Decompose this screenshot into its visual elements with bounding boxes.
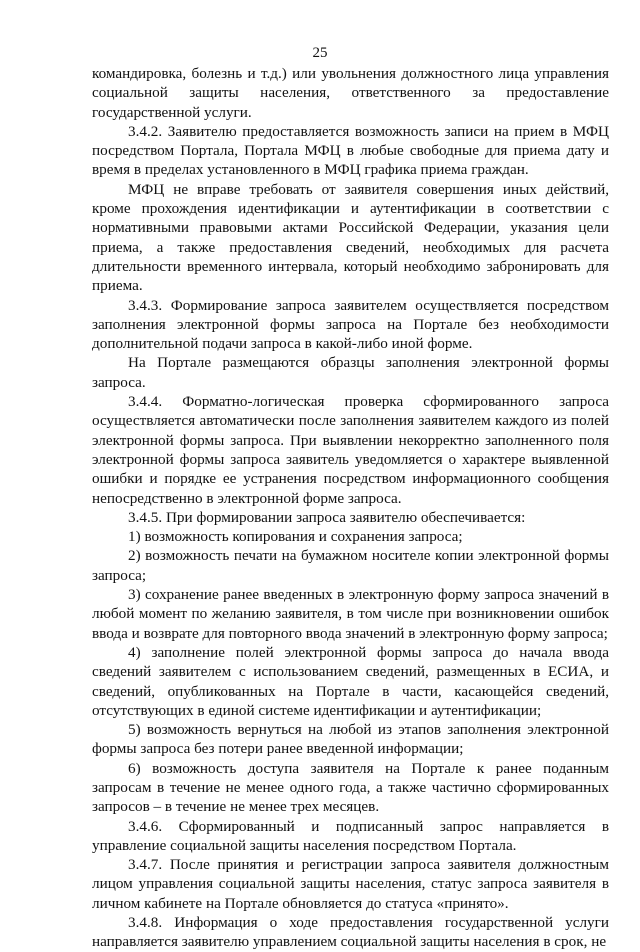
list-item: 6) возможность доступа заявителя на Портале к ранее поданным запросам в течение не менее одного года, а также частично сформированных запросов – в течение не менее трех месяцев.	[92, 759, 609, 816]
list-item: 4) заполнение полей электронной формы запроса до начала ввода сведений заявителем с использованием сведений, размещенных в ЕСИА, и сведений, опубликованных на Портале в части, касающейся сведений, отсутствующих в единой системе идентификации и аутентификации;	[92, 643, 609, 719]
paragraph: 3.4.3. Формирование запроса заявителем осуществляется посредством заполнения электронной формы запроса на Портале без необходимости дополнительной подачи запроса в какой-либо иной форме.	[92, 296, 609, 353]
paragraph: командировка, болезнь и т.д.) или увольнения должностного лица управления социальной защиты населения, ответственного за предоставление государственной услуги.	[92, 65, 609, 121]
document-body	[92, 64, 609, 952]
paragraph: 3.4.8. Информация о ходе предоставления государственной услуги направляется заявителю управлением социальной защиты населения в срок, не	[92, 914, 609, 951]
paragraph: 3.4.6. Сформированный и подписанный запрос направляется в управление социальной защиты населения посредством Портала.	[92, 817, 609, 854]
list-item: 3) сохранение ранее введенных в электронную форму запроса значений в любой момент по желанию заявителя, в том числе при возникновении ошибок ввода и возврате для повторного ввода значений в электронную форму запроса;	[92, 586, 609, 642]
paragraph: На Портале размещаются образцы заполнения электронной формы запроса.	[92, 354, 609, 391]
list-item: 1) возможность копирования и сохранения запроса;	[128, 528, 463, 546]
list-item: 2) возможность печати на бумажном носителе копии электронной формы запроса;	[92, 547, 609, 584]
page-number: 25	[312, 45, 328, 61]
paragraph: 3.4.5. При формировании запроса заявителю обеспечивается:	[128, 508, 526, 526]
paragraph: 3.4.7. После принятия и регистрации запроса заявителя должностным лицом управления социальной защиты населения, статус запроса заявителя в личном кабинете на Портале обновляется до статуса «принято».	[92, 856, 609, 912]
paragraph: 3.4.2. Заявителю предоставляется возможность записи на прием в МФЦ посредством Портала, Портала МФЦ в любые свободные для приема дату и время в пределах установленного в МФЦ графика приема граждан.	[92, 122, 609, 179]
paragraph: 3.4.4. Форматно-логическая проверка сформированного запроса осуществляется автоматически после заполнения заявителем каждого из полей электронной формы запроса. При выявлении некорректно заполненного поля электронной формы запроса заявитель уведомляется о характере выявленной ошибки и порядке ее устранения посредством информационного сообщения непосредственно в электронной форме запроса.	[92, 393, 609, 507]
paragraph: МФЦ не вправе требовать от заявителя совершения иных действий, кроме прохождения идентификации и аутентификации в соответствии с нормативными правовыми актами Российской Федерации, указания цели приема, а также предоставления сведений, необходимых для расчета длительности временного интервала, который необходимо забронировать для приема.	[92, 180, 609, 295]
list-item: 5) возможность вернуться на любой из этапов заполнения электронной формы запроса без потери ранее введенной информации;	[92, 721, 609, 758]
